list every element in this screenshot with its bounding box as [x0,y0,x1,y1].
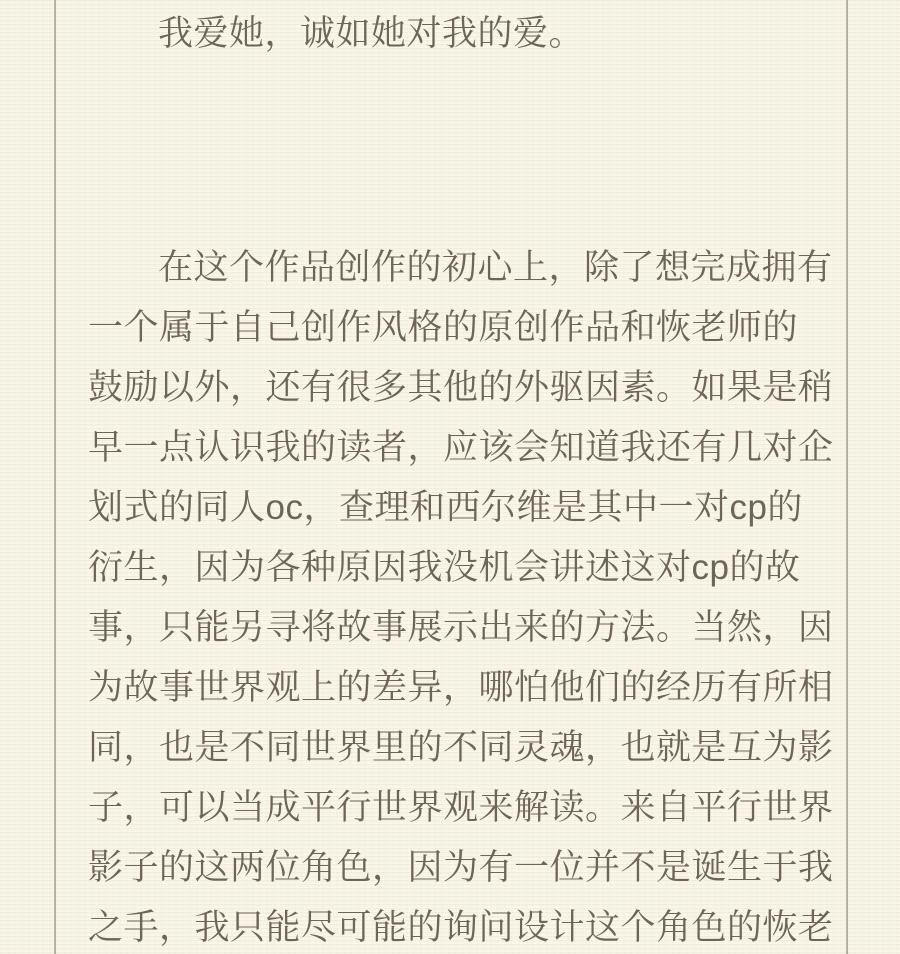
paragraph-line: 同，也是不同世界里的不同灵魂，也就是互为影 [88,728,834,767]
paragraph-line: 子，可以当成平行世界观来解读。来自平行世界 [88,788,834,827]
paragraph-line: 早一点认识我的读者，应该会知道我还有几对企 [88,428,834,467]
main-paragraph [88,238,834,954]
paragraph-line: 鼓励以外，还有很多其他的外驱因素。如果是稍 [88,368,834,407]
paragraph-line: 一个属于自己创作风格的原创作品和恢老师的 [88,308,799,347]
closing-line: 我爱她，诚如她对我的爱。 [158,14,585,53]
paragraph-line: 事，只能另寻将故事展示出来的方法。当然，因 [88,608,834,647]
paragraph-line: 之手，我只能尽可能的询问设计这个角色的恢老 [88,908,834,947]
right-margin-rule [846,0,848,954]
paragraph-line: 为故事世界观上的差异，哪怕他们的经历有所相 [88,668,834,707]
paragraph-line: 在这个作品创作的初心上，除了想完成拥有 [158,248,833,287]
paragraph-line: 衍生，因为各种原因我没机会讲述这对cp的故 [88,548,801,587]
left-margin-rule [54,0,56,954]
closing-paragraph [88,6,828,62]
paragraph-line: 影子的这两位角色，因为有一位并不是诞生于我 [88,848,834,887]
paragraph-line: 划式的同人oc，查理和西尔维是其中一对cp的 [88,488,803,527]
